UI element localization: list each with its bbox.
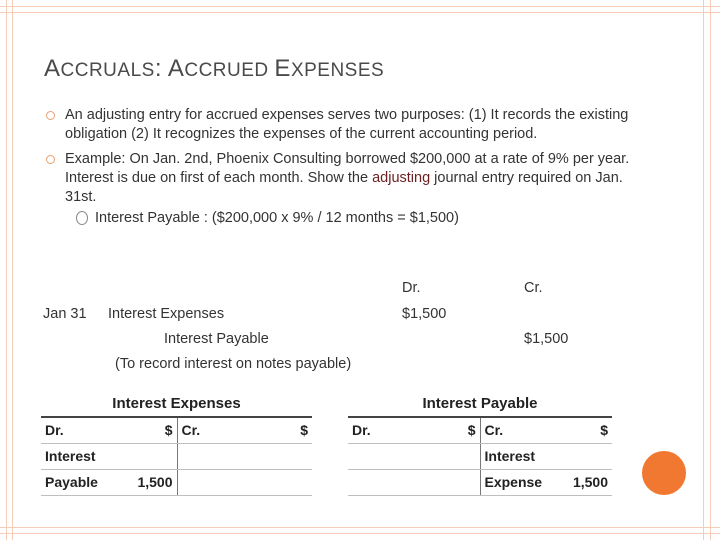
debit-account: Interest Expenses xyxy=(108,306,225,322)
highlight-word: adjusting xyxy=(372,170,431,186)
bullet-text: journal entry required on Jan. 31st. xyxy=(65,170,623,205)
frame-line xyxy=(710,0,711,540)
t-account-interest-payable xyxy=(348,391,612,496)
t-left-header: Dr. xyxy=(41,417,121,443)
t-right-dollar: $ xyxy=(257,417,312,443)
t-cell xyxy=(177,443,257,469)
t-cell xyxy=(426,443,480,469)
t-left-dollar: $ xyxy=(426,417,480,443)
frame-line xyxy=(0,527,720,528)
t-left-dollar: $ xyxy=(121,417,177,443)
t-cell xyxy=(348,443,426,469)
t-cell xyxy=(257,469,312,495)
journal-date: Jan 31 xyxy=(43,306,87,322)
t-right-header: Cr. xyxy=(480,417,558,443)
frame-line xyxy=(0,533,720,534)
decorative-circle xyxy=(642,451,686,495)
credit-column-header: Cr. xyxy=(524,280,543,296)
bullet-icon xyxy=(46,111,55,120)
bullet-text: Example: On Jan. 2nd, Phoenix Consulting borrowed $200,000 at a rate of 9% per year. Interest is due on first of each month. Show the xyxy=(65,151,630,186)
slide-title: ACCRUALS: ACCRUED EXPENSES xyxy=(44,55,385,82)
t-account-title: Interest Payable xyxy=(348,391,612,417)
square-bullet-icon xyxy=(76,211,88,225)
t-left-header: Dr. xyxy=(348,417,426,443)
credit-account: Interest Payable xyxy=(164,331,269,347)
t-cell xyxy=(257,443,312,469)
bullet-icon xyxy=(46,155,55,164)
t-account-interest-expenses xyxy=(41,391,312,496)
t-cell xyxy=(426,469,480,495)
bullet-list xyxy=(46,106,636,234)
t-cell xyxy=(121,443,177,469)
bullet-item xyxy=(46,106,636,144)
t-cell xyxy=(558,443,612,469)
t-amount: 1,500 xyxy=(121,469,177,495)
t-row-label: Interest xyxy=(41,443,121,469)
t-right-dollar: $ xyxy=(558,417,612,443)
journal-memo: (To record interest on notes payable) xyxy=(115,356,352,372)
debit-column-header: Dr. xyxy=(402,280,421,296)
t-cell xyxy=(348,469,426,495)
t-amount: 1,500 xyxy=(558,469,612,495)
t-account-title: Interest Expenses xyxy=(41,391,312,417)
sub-bullet-text: Interest Payable : ($200,000 x 9% / 12 months = $1,500) xyxy=(95,210,459,226)
bullet-text: An adjusting entry for accrued expenses serves two purposes: (1) It records the existing obligation (2) It recognizes the expenses of the current accounting period. xyxy=(65,107,629,142)
credit-amount: $1,500 xyxy=(524,331,569,347)
frame-line xyxy=(6,0,7,540)
frame-line xyxy=(12,0,13,540)
t-row-label: Interest xyxy=(480,443,558,469)
t-row-label: Payable xyxy=(41,469,121,495)
sub-bullet-item xyxy=(65,209,636,228)
t-row-label: Expense xyxy=(480,469,558,495)
frame-line xyxy=(0,12,720,13)
t-cell xyxy=(177,469,257,495)
t-right-header: Cr. xyxy=(177,417,257,443)
bullet-item xyxy=(46,150,636,228)
frame-line xyxy=(703,0,704,540)
frame-line xyxy=(0,6,720,7)
debit-amount: $1,500 xyxy=(402,306,447,322)
